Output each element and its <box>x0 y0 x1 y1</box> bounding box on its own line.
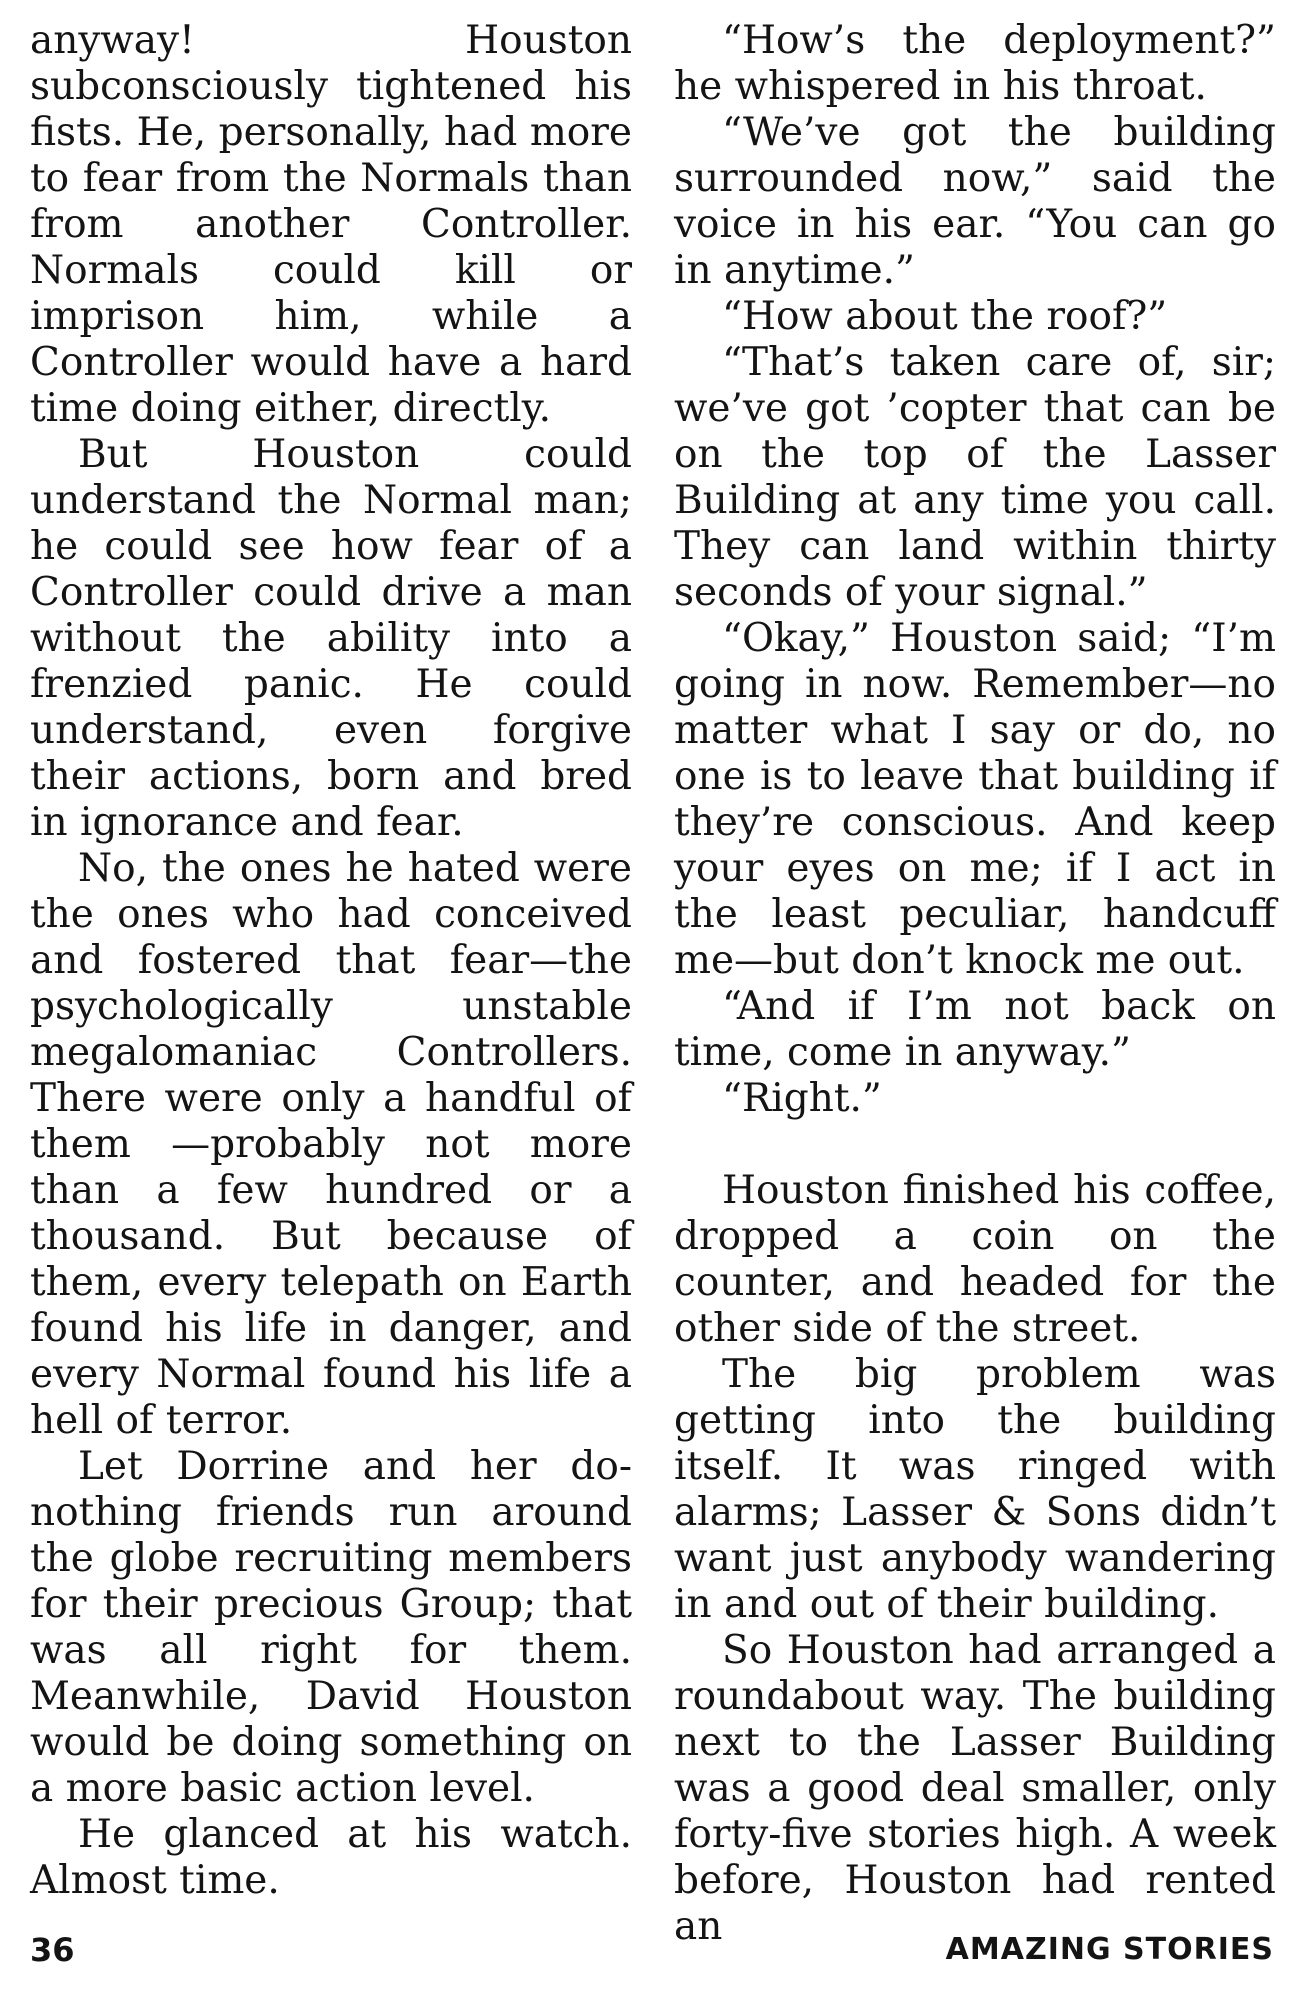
paragraph: The big problem was getting into the building itself. It was ringed with alarms; Lasser & Sons didn’t want just anybody wandering in and out of their building. <box>674 1352 1276 1627</box>
paragraph: He glanced at his watch. Almost time. <box>30 1812 632 1903</box>
paragraph: No, the ones he hated were the ones who had conceived and fostered that fear—the psychologically unstable megalomaniac Controllers. There were only a handful of them —probably not more than a few hundred or a thousand. But because of them, every telepath on Earth found his life in danger, and every Normal found his life a hell of terror. <box>30 846 632 1443</box>
paragraph: Let Dorrine and her do-nothing friends run around the globe recruiting members for their precious Group; that was all right for them. Meanwhile, David Houston would be doing something on a more basic action level. <box>30 1444 632 1811</box>
paragraph: But Houston could understand the Normal man; he could see how fear of a Controller could drive a man without the ability into a frenzied panic. He could understand, even forgive their actions, born and bred in ignorance and fear. <box>30 432 632 845</box>
paragraph: “How’s the deployment?” he whispered in his throat. <box>674 18 1276 109</box>
paragraph: “How about the roof?” <box>722 294 1168 339</box>
paragraph: Houston finished his coffee, dropped a coin on the counter, and headed for the other side of the street. <box>674 1168 1276 1351</box>
magazine-title: AMAZING STORIES <box>945 1932 1274 1967</box>
paragraph: “Right.” <box>722 1076 882 1121</box>
paragraph: “We’ve got the building surrounded now,” said the voice in his ear. “You can go in anytime.” <box>674 110 1276 293</box>
paragraph: “That’s taken care of, sir; we’ve got ’copter that can be on the top of the Lasser Building at any time you call. They can land within thirty seconds of your signal.” <box>674 340 1276 615</box>
paragraph: anyway! Houston subconsciously tightened his fists. He, personally, had more to fear from the Normals than from another Controller. Normals could kill or imprison him, while a Controller would have a hard time doing either, directly. <box>30 18 632 431</box>
page-footer <box>30 1930 1274 1980</box>
paragraph: So Houston had arranged a roundabout way. The building next to the Lasser Building was a good deal smaller, only forty-five stories high. A week before, Houston had rented an <box>674 1628 1276 1949</box>
paragraph: “Okay,” Houston said; “I’m going in now. Remember—no matter what I say or do, no one is to leave that building if they’re conscious. And keep your eyes on me; if I act in the least peculiar, handcuff me—but don’t knock me out. <box>674 616 1276 983</box>
right-column <box>674 18 1276 1950</box>
left-column <box>30 18 632 1904</box>
paragraph: “And if I’m not back on time, come in anyway.” <box>674 984 1276 1075</box>
page-number: 36 <box>30 1931 75 1969</box>
